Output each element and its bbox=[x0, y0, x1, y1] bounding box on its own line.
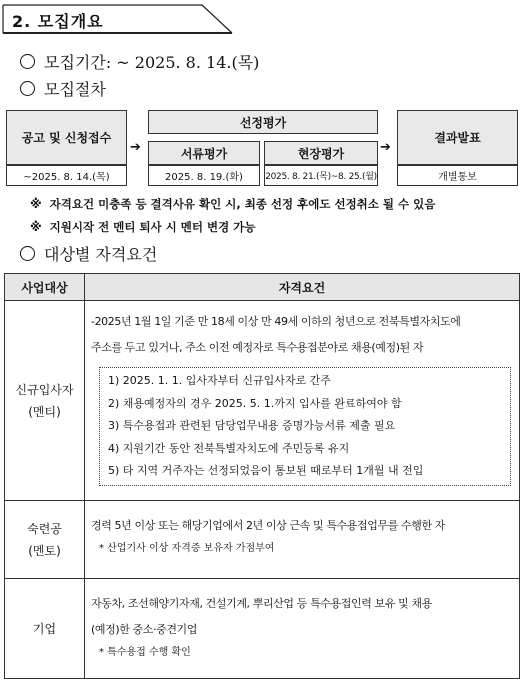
reference-mark-icon: ※ bbox=[30, 197, 42, 211]
eligibility-label: 대상별 자격요건 bbox=[44, 245, 158, 264]
circle-bullet-icon bbox=[20, 54, 35, 69]
target-role: (멘토) bbox=[28, 543, 61, 558]
header-target: 사업대상 bbox=[5, 274, 85, 301]
table-row-company bbox=[5, 579, 520, 679]
note-text: 자격요건 미충족 등 결격사유 확인 시, 최종 선정 후에도 선정취소 될 수 있음 bbox=[49, 197, 436, 211]
requirement-detail-box bbox=[99, 367, 511, 486]
note-2 bbox=[30, 219, 255, 235]
requirement-cell bbox=[85, 301, 520, 501]
step-apply-date: ~2025. 8. 14.(목) bbox=[6, 165, 127, 186]
target-role: (멘티) bbox=[28, 404, 61, 419]
circle-bullet-icon bbox=[20, 246, 35, 261]
target-name: 신규입사자 bbox=[15, 382, 74, 397]
step-result-title: 결과발표 bbox=[397, 110, 518, 165]
requirement-text: 경력 5년 이상 또는 해당기업에서 2년 이상 근속 및 특수용접업무를 수행한 자 bbox=[91, 519, 446, 532]
header-requirement: 자격요건 bbox=[85, 274, 520, 301]
period-label: 모집기간: ~ 2025. 8. 14.(목) bbox=[44, 53, 260, 72]
procedure-label: 모집절차 bbox=[44, 80, 106, 99]
list-item: 3) 특수용접과 관련된 담당업무내용 증명가능서류 제출 필요 bbox=[108, 419, 396, 432]
step-selection-title: 선정평가 bbox=[148, 110, 378, 134]
step-site-date: 2025. 8. 21.(목)~8. 25.(월) bbox=[264, 165, 378, 186]
eligibility-table bbox=[4, 273, 520, 679]
procedure-line bbox=[20, 77, 106, 100]
step-doc-date: 2025. 8. 19.(화) bbox=[148, 165, 260, 186]
reference-mark-icon: ※ bbox=[30, 220, 42, 234]
eligibility-line bbox=[20, 242, 157, 265]
requirement-text: (예정)한 중소·중견기업 bbox=[91, 623, 198, 636]
table-header-row bbox=[5, 274, 520, 301]
requirement-cell bbox=[85, 579, 520, 679]
note-1 bbox=[30, 196, 435, 212]
requirement-text: -2025년 1월 1일 기준 만 18세 이상 만 49세 이하의 청년으로 전북특별자치도에 bbox=[91, 315, 461, 328]
list-item: 1) 2025. 1. 1. 입사자부터 신규입사자로 간주 bbox=[108, 374, 331, 387]
table-row-mentor bbox=[5, 501, 520, 579]
requirement-note: * 산업기사 이상 자격증 보유자 가점부여 bbox=[99, 543, 275, 554]
table-row-mentee bbox=[5, 301, 520, 501]
step-result-date: 개별통보 bbox=[397, 165, 518, 186]
requirement-note: * 특수용접 수행 확인 bbox=[99, 647, 191, 658]
section-title: 2. 모집개요 bbox=[12, 12, 104, 31]
list-item: 4) 지원기간 동안 전북특별자치도에 주민등록 유지 bbox=[108, 441, 350, 455]
target-cell bbox=[5, 301, 85, 501]
step-apply-title: 공고 및 신청접수 bbox=[6, 110, 127, 165]
target-cell bbox=[5, 579, 85, 679]
circle-bullet-icon bbox=[20, 81, 35, 96]
target-name: 숙련공 bbox=[27, 521, 62, 536]
period-line bbox=[20, 50, 259, 73]
arrow-right-icon: ➔ bbox=[130, 140, 141, 155]
requirement-text: 주소를 두고 있거나, 주소 이전 예정자로 특수용접분야로 채용(예정)된 자 bbox=[91, 341, 424, 354]
list-item: 2) 채용예정자의 경우 2025. 5. 1.까지 입사를 완료하여야 함 bbox=[108, 396, 402, 410]
note-text: 지원시작 전 멘티 퇴사 시 멘터 변경 가능 bbox=[49, 220, 256, 234]
target-cell bbox=[5, 501, 85, 579]
requirement-text: 자동차, 조선해양기자재, 건설기계, 뿌리산업 등 특수용접인력 보유 및 채용 bbox=[91, 597, 432, 610]
step-doc-title: 서류평가 bbox=[148, 141, 260, 165]
requirement-cell bbox=[85, 501, 520, 579]
list-item: 5) 타 지역 거주자는 선정되었음이 통보된 때로부터 1개월 내 전입 bbox=[108, 464, 424, 477]
target-name: 기업 bbox=[32, 621, 57, 636]
step-site-title: 현장평가 bbox=[264, 141, 378, 165]
arrow-right-icon: ➔ bbox=[380, 140, 391, 155]
section-header bbox=[2, 4, 232, 34]
